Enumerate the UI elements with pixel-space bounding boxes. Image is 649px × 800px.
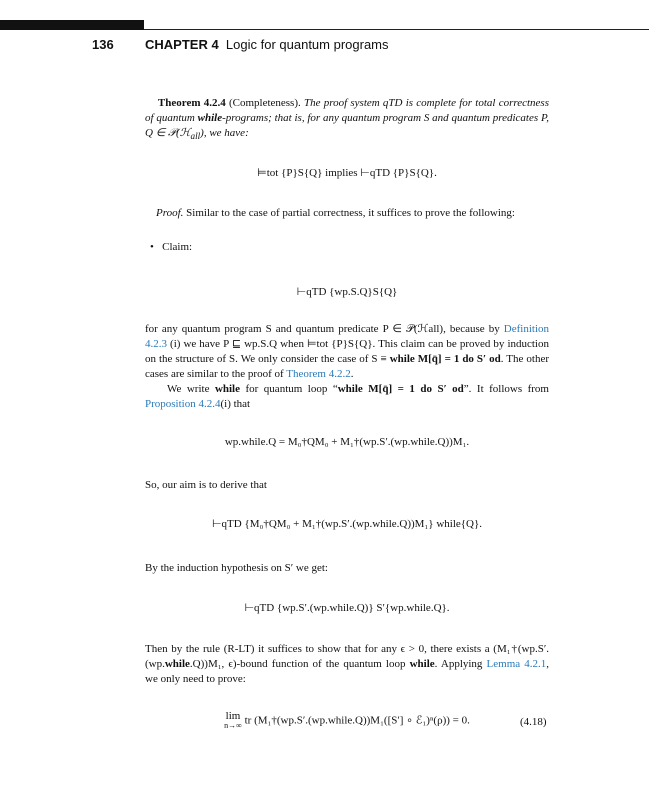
limit-word: lim xyxy=(225,710,241,722)
claim-label: Claim: xyxy=(162,241,193,253)
para5-while-1: while xyxy=(164,658,190,670)
equation-wp-while: wp.while.Q = M₀†QM₀ + M₁†(wp.S′.(wp.while.Q))M₁. xyxy=(224,436,470,448)
para2-text-e: ”. It follows from xyxy=(463,383,549,395)
para2-text-f: (i) that xyxy=(220,398,251,410)
chapter-title: Logic for quantum programs xyxy=(225,37,389,52)
limit-expression: tr (M₁†(wp.S′.(wp.while.Q))M₁([S′] ∘ ℰ₁)ⁿ(ρ)) = 0. xyxy=(244,714,470,727)
proof-intro xyxy=(145,206,549,221)
chapter-label: CHAPTER 4 xyxy=(145,37,219,52)
theorem-block xyxy=(145,96,549,144)
running-head xyxy=(145,37,389,52)
para5-text-e: . Applying xyxy=(434,658,487,670)
limit-subscript: n→∞ xyxy=(224,721,242,730)
para2-while: while xyxy=(214,383,240,395)
para1-text-b: (i) we have P ⊑ wp.S.Q when ⊨tot {P}S{Q}. This claim can be proved by induction on the structure of S. We only consider the case of S ≡ xyxy=(145,338,549,365)
paragraph-hypothesis: By the induction hypothesis on S′ we get: xyxy=(145,562,328,574)
theorem-link[interactable]: Theorem 4.2.2 xyxy=(286,368,351,380)
paragraph-rule xyxy=(145,642,549,687)
proposition-link[interactable]: Proposition 4.2.4 xyxy=(145,398,221,410)
equation-derive: ⊢qTD {M₀†QM₀ + M₁†(wp.S′.(wp.while.Q))M₁} while{Q}. xyxy=(211,518,483,530)
proof-label: Proof. xyxy=(156,207,184,219)
equation-limit xyxy=(145,711,549,731)
para5-text-c: .Q))M₁, ϵ)-bound function of the quantum loop xyxy=(189,658,410,670)
limit-operator xyxy=(224,711,242,731)
para1-text-a: for any quantum program S and quantum predicate P ∈ 𝒫(ℋall), because by xyxy=(145,323,504,335)
theorem-text-2: -programs; that is, for any quantum program S and quantum predicates P, Q ∈ 𝒫(ℋ xyxy=(145,112,549,139)
para5-text-a: Then by the rule (R-LT) it suffices to show that for any ϵ > 0, there exists a (M₁†(wp.S′.(wp. xyxy=(145,643,549,670)
equation-claim: ⊢qTD {wp.S.Q}S{Q} xyxy=(296,286,398,298)
theorem-sub: all xyxy=(190,131,201,142)
para5-while-2: while xyxy=(409,658,435,670)
header-rule xyxy=(144,29,649,30)
equation-number: (4.18) xyxy=(520,716,547,728)
claim-bullet xyxy=(150,241,192,253)
lemma-link[interactable]: Lemma 4.2.1 xyxy=(486,658,547,670)
while-keyword: while xyxy=(197,112,223,124)
proof-text: Similar to the case of partial correctness, it suffices to prove the following: xyxy=(186,207,515,219)
para2-text-a: We write xyxy=(166,383,215,395)
page-number: 136 xyxy=(92,37,114,52)
theorem-text-3: ), we have: xyxy=(200,127,249,139)
paragraph-induction xyxy=(145,322,549,412)
paragraph-aim: So, our aim is to derive that xyxy=(145,479,267,491)
theorem-name: (Completeness). xyxy=(228,97,301,109)
para5-text-f: , we only need to prove: xyxy=(145,658,549,685)
para2-text-c: for quantum loop “ xyxy=(240,383,338,395)
equation-completeness: ⊨tot {P}S{Q} implies ⊢qTD {P}S{Q}. xyxy=(257,167,437,179)
equation-induction: ⊢qTD {wp.S′.(wp.while.Q)} S′{wp.while.Q}. xyxy=(244,602,450,614)
para2-while-expr: while M[q̄] = 1 do S′ od xyxy=(337,383,464,395)
bullet-mark: • xyxy=(150,241,154,253)
header-bar xyxy=(0,20,144,30)
para1-while-expr: while M[q̄] = 1 do S′ od xyxy=(389,353,501,365)
theorem-text-1: The proof system qTD is complete for total correctness of quantum xyxy=(145,97,549,124)
definition-link[interactable]: Definition 4.2.3 xyxy=(145,323,549,350)
para1-text-d: . The other cases are similar to the proof of xyxy=(145,353,549,380)
theorem-label: Theorem 4.2.4 xyxy=(157,97,226,109)
para1-text-e: . xyxy=(350,368,354,380)
